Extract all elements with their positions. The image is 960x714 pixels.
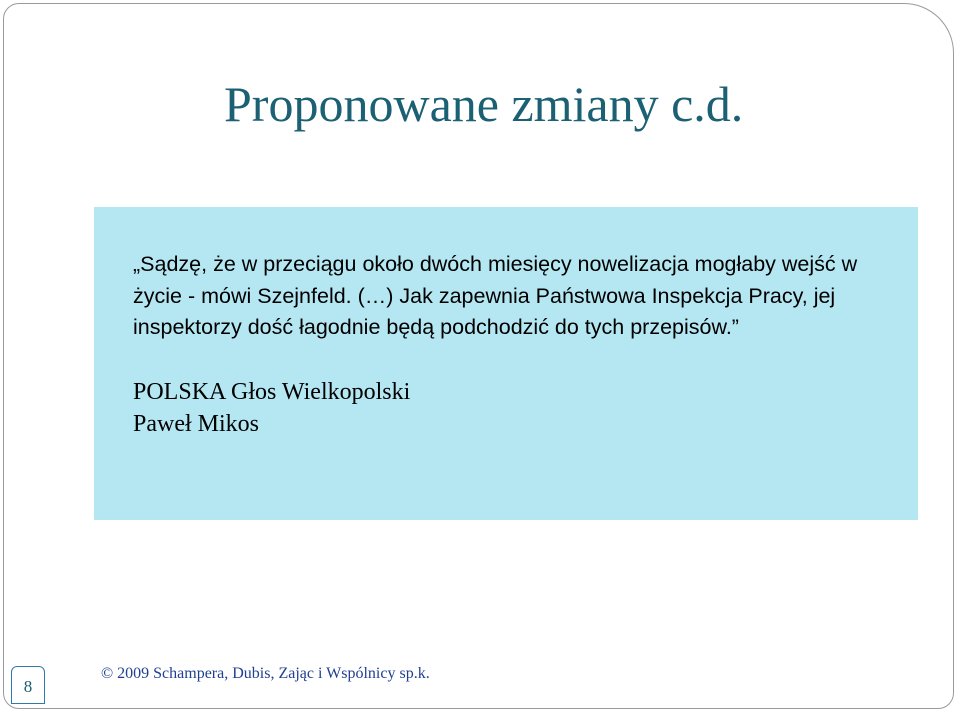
quote-source bbox=[133, 376, 898, 440]
footer-copyright: © 2009 Schampera, Dubis, Zając i Wspólnicy sp.k. bbox=[101, 665, 430, 682]
page-number-badge: 8 bbox=[11, 666, 45, 704]
source-author: Paweł Mikos bbox=[133, 410, 259, 437]
quote-box bbox=[94, 207, 918, 520]
slide-title: Proponowane zmiany c.d. bbox=[224, 76, 744, 132]
quote-text: „Sądzę, że w przeciągu około dwóch miesięcy nowelizacja mogłaby wejść w życie - mówi Szejnfeld. (…) Jak zapewnia Państwowa Inspekcja Pracy, jej inspektorzy dość łagodnie będą podchodzić do tych przepisów.” bbox=[133, 252, 858, 339]
source-publication: POLSKA Głos Wielkopolski bbox=[133, 378, 411, 405]
